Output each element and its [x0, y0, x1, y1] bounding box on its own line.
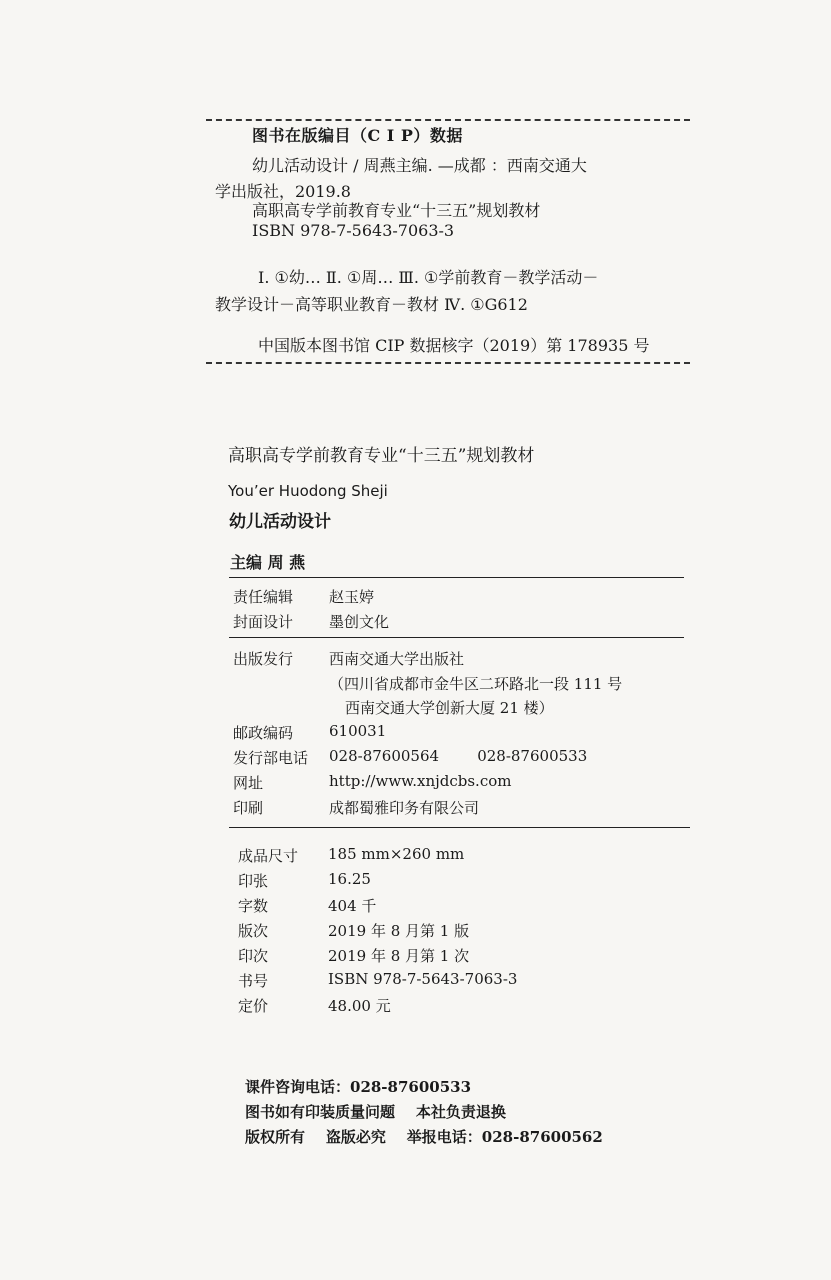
publisher-info-row — [233, 797, 693, 819]
cip-classification: 教学设计－高等职业教育－教材 Ⅳ. ①G612 — [215, 295, 528, 314]
series-title: 高职高专学前教育专业“十三五”规划教材 — [228, 446, 535, 466]
credit-value: 赵玉婷 — [329, 588, 375, 606]
publisher-info-row — [233, 722, 693, 744]
info-value: 610031 — [329, 722, 387, 740]
spec-value: 16.25 — [328, 870, 371, 888]
spec-label: 印张 — [238, 872, 269, 890]
divider — [229, 577, 684, 578]
info-label: 印刷 — [233, 799, 264, 817]
pinyin-title: You’er Huodong Sheji — [228, 482, 388, 500]
spec-label: 成品尺寸 — [238, 847, 299, 865]
cip-line: 学出版社，2019.8 — [215, 182, 351, 201]
credit-row — [233, 611, 683, 633]
website-value: http://www.xnjdcbs.com — [329, 772, 512, 790]
publisher-row — [233, 648, 693, 670]
info-label: 网址 — [233, 774, 264, 792]
spec-label: 版次 — [238, 922, 269, 940]
spec-label: 书号 — [238, 972, 269, 990]
spec-row — [238, 995, 638, 1017]
quality-notice: 图书如有印装质量问题 本社负责退换 — [245, 1103, 506, 1121]
info-label: 发行部电话 — [233, 749, 309, 767]
info-label: 邮政编码 — [233, 724, 294, 742]
cip-line: 高职高专学前教育专业“十三五”规划教材 — [252, 201, 541, 220]
spec-label: 定价 — [238, 997, 269, 1015]
spec-value: 48.00 元 — [328, 997, 391, 1015]
credit-value: 墨创文化 — [329, 613, 390, 631]
spec-value: 404 千 — [328, 897, 377, 915]
courseware-phone: 课件咨询电话：028-87600533 — [245, 1078, 472, 1096]
cip-classification: Ⅰ. ①幼… Ⅱ. ①周… Ⅲ. ①学前教育－教学活动－ — [258, 268, 599, 287]
copyright-notice: 版权所有 盗版必究 举报电话：028-87600562 — [245, 1128, 603, 1146]
spec-value: ISBN 978-7-5643-7063-3 — [328, 970, 518, 988]
credit-row — [233, 586, 683, 608]
spec-value: 2019 年 8 月第 1 版 — [328, 922, 470, 940]
spec-row — [238, 970, 638, 992]
spec-value: 2019 年 8 月第 1 次 — [328, 947, 470, 965]
spec-row — [238, 845, 638, 867]
spec-row — [238, 895, 638, 917]
publisher-info-row — [233, 747, 693, 769]
spec-row — [238, 920, 638, 942]
info-value: 成都蜀雅印务有限公司 — [329, 799, 480, 817]
publisher-name: 西南交通大学出版社 — [329, 650, 465, 668]
cip-number: 中国版本图书馆 CIP 数据核字（2019）第 178935 号 — [258, 336, 650, 355]
spec-label: 字数 — [238, 897, 269, 915]
publisher-address: （四川省成都市金牛区二环路北一段 111 号 — [329, 675, 623, 693]
spec-label: 印次 — [238, 947, 269, 965]
publisher-info-row — [233, 772, 693, 794]
divider — [229, 637, 684, 638]
publisher-address: 西南交通大学创新大厦 21 楼） — [345, 699, 554, 717]
cip-isbn: ISBN 978-7-5643-7063-3 — [252, 221, 455, 240]
cip-bottom-divider — [206, 362, 690, 364]
cip-line: 幼儿活动设计 / 周燕主编. —成都 ：西南交通大 — [252, 156, 587, 175]
credit-label: 封面设计 — [233, 613, 294, 631]
book-title: 幼儿活动设计 — [229, 512, 331, 532]
divider — [229, 827, 690, 828]
spec-value: 185 mm×260 mm — [328, 845, 465, 863]
cip-top-divider — [206, 119, 690, 121]
publisher-label: 出版发行 — [233, 650, 294, 668]
spec-row — [238, 945, 638, 967]
chief-editor: 主编 周 燕 — [230, 553, 306, 572]
spec-row — [238, 870, 638, 892]
info-value: 028-87600564 028-87600533 — [329, 747, 588, 765]
cip-title: 图书在版编目（C I P）数据 — [252, 126, 463, 145]
credit-label: 责任编辑 — [233, 588, 294, 606]
